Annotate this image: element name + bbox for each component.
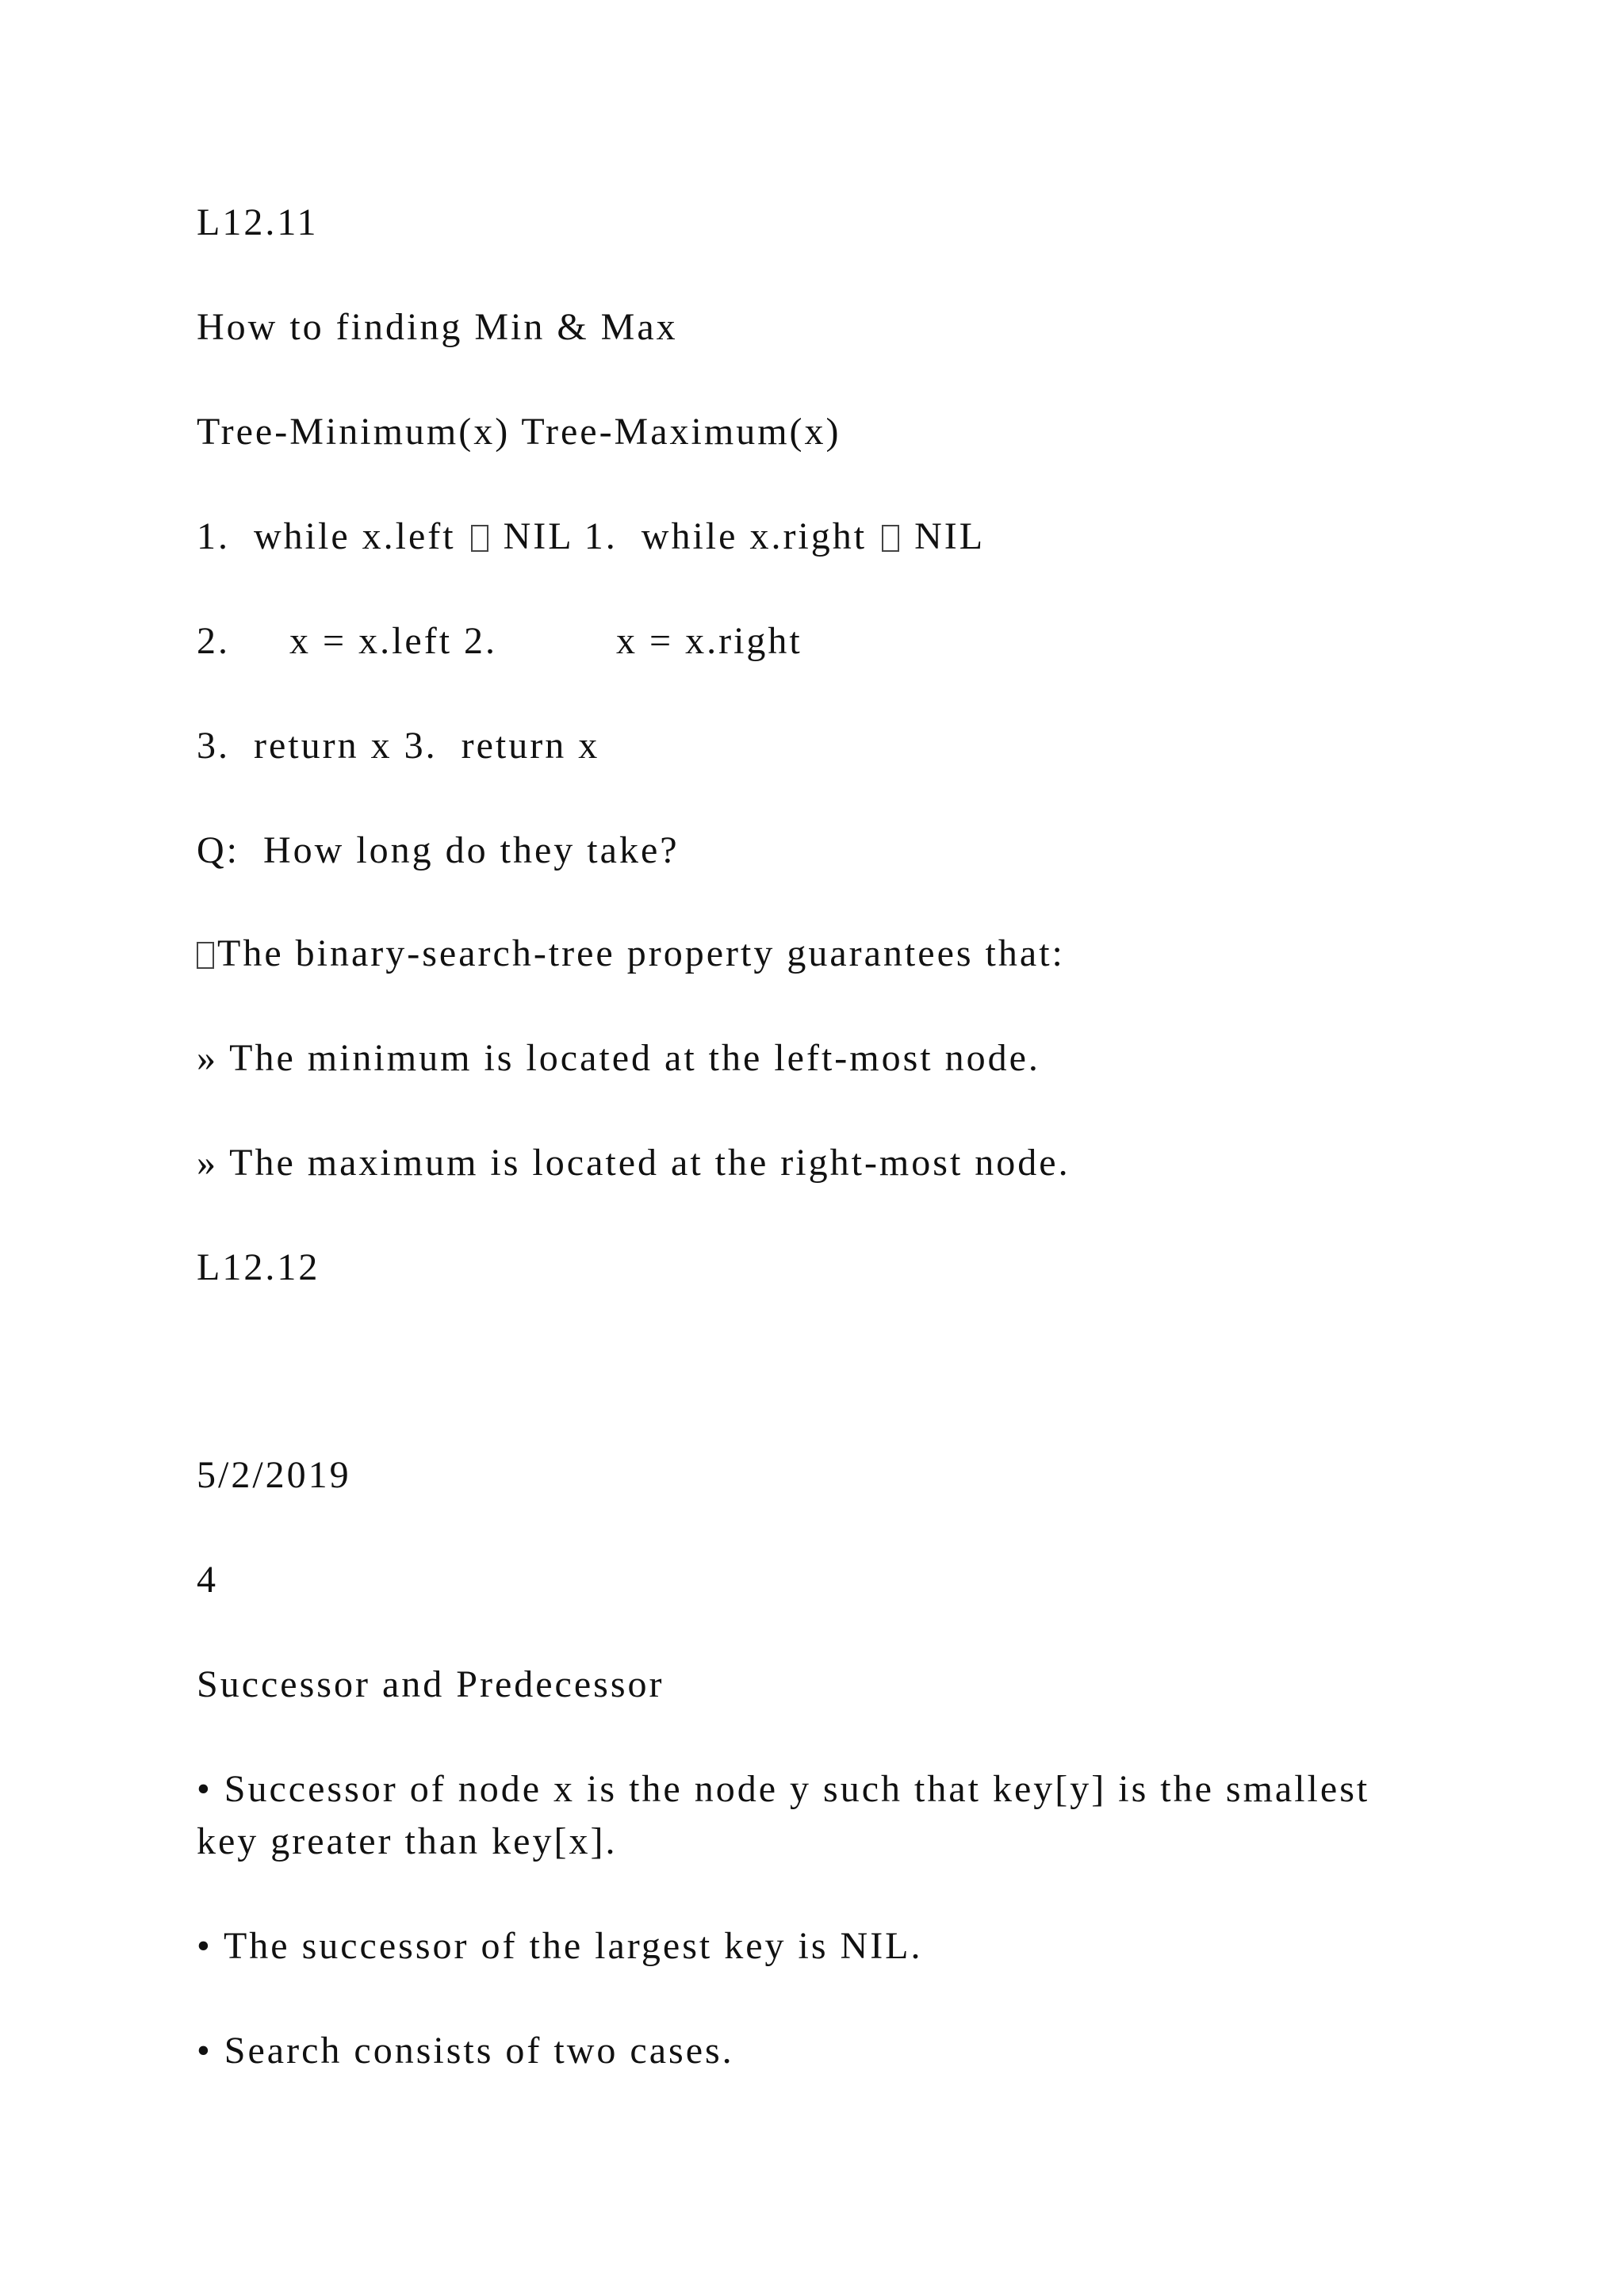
maximum-bullet: » The maximum is located at the right-most node. <box>197 1142 1071 1184</box>
missing-glyph-icon <box>197 942 214 969</box>
slide-number-l12-12: L12.12 <box>197 1246 320 1288</box>
missing-glyph-icon <box>882 525 899 552</box>
date-stamp: 5/2/2019 <box>197 1454 351 1496</box>
pseudocode-line-1-part-c: NIL <box>902 515 986 557</box>
pseudocode-line-1 <box>197 511 985 563</box>
minimum-bullet: » The minimum is located at the left-most node. <box>197 1037 1040 1079</box>
page-number: 4 <box>197 1559 218 1601</box>
pseudocode-line-1-part-a: 1. while x.left <box>197 515 468 557</box>
pseudocode-line-1-part-b: NIL 1. while x.right <box>491 515 879 557</box>
property-statement-text: The binary-search-tree property guarantees that: <box>217 932 1065 974</box>
procedure-names: Tree-Minimum(x) Tree-Maximum(x) <box>197 411 841 453</box>
slide-number-l12-11: L12.11 <box>197 201 319 243</box>
pseudocode-line-2: 2. x = x.left 2. x = x.right <box>197 620 802 662</box>
largest-key-bullet: • The successor of the largest key is NIL. <box>197 1925 923 1967</box>
pseudocode-line-3: 3. return x 3. return x <box>197 725 600 767</box>
section-heading-successor: Successor and Predecessor <box>197 1663 665 1705</box>
question-line: Q: How long do they take? <box>197 829 680 871</box>
section-heading-min-max: How to finding Min & Max <box>197 306 678 348</box>
property-statement <box>197 928 1065 980</box>
missing-glyph-icon <box>471 525 488 552</box>
successor-definition-bullet: • Successor of node x is the node y such that key[y] is the smallest key greater than key[x]. <box>197 1768 1370 1862</box>
search-cases-bullet: • Search consists of two cases. <box>197 2030 734 2072</box>
